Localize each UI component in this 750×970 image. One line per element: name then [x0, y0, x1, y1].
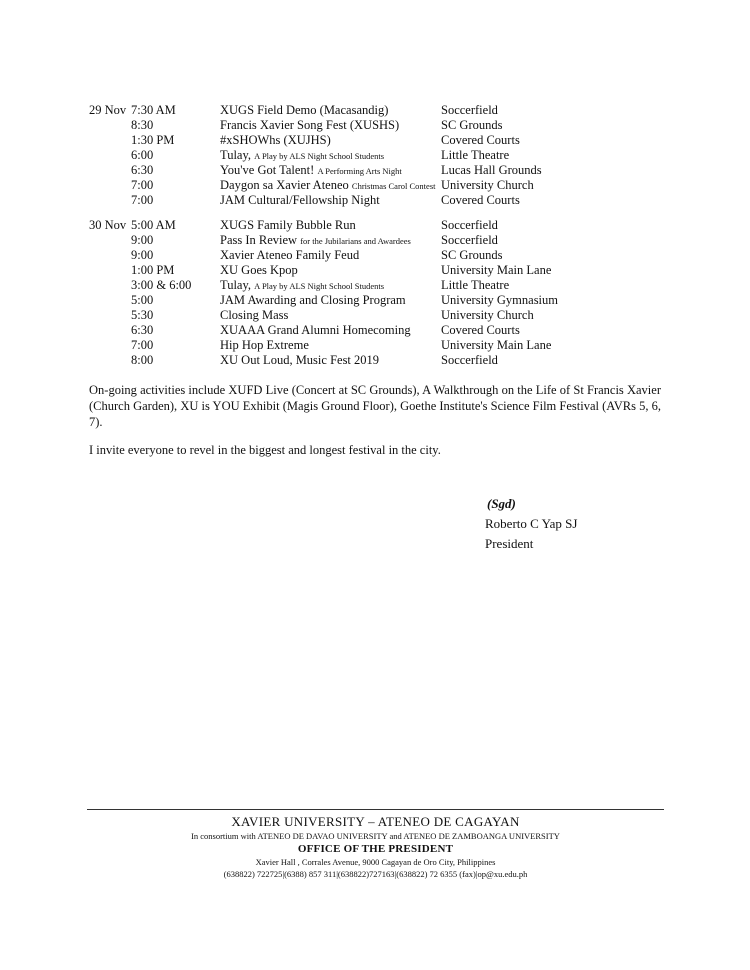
- event-time: 7:00: [131, 193, 154, 207]
- event-note: A Play by ALS Night School Students: [254, 281, 385, 291]
- schedule-row: [89, 233, 689, 248]
- schedule-row: [89, 163, 689, 178]
- event-title: [220, 233, 411, 249]
- ongoing-activities-paragraph: On-going activities include XUFD Live (Concert at SC Grounds), A Walkthrough on the Life of St Francis Xavier (Church Garden), XU is YOU Exhibit (Magis Ground Floor), Goethe Institute's Science Film Festival (AVRs 5, 6, 7).: [89, 383, 661, 429]
- event-title: [220, 293, 406, 308]
- event-title: [220, 263, 298, 278]
- event-time: 9:00: [131, 248, 154, 262]
- event-title: [220, 248, 359, 263]
- event-title: [220, 353, 379, 368]
- schedule-row: [89, 323, 689, 338]
- event-name: JAM Cultural/Fellowship Night: [220, 193, 380, 207]
- event-venue: Little Theatre: [441, 278, 510, 292]
- event-note: for the Jubilarians and Awardees: [300, 236, 411, 246]
- signature-block: [485, 494, 577, 554]
- footer-divider: [87, 809, 664, 810]
- event-venue: SC Grounds: [441, 118, 503, 132]
- event-name: XUGS Field Demo (Macasandig): [220, 103, 389, 117]
- event-name: Francis Xavier Song Fest (XUSHS): [220, 118, 400, 132]
- event-name: XUAAA Grand Alumni Homecoming: [220, 323, 411, 337]
- event-title: [220, 133, 331, 148]
- event-schedule: [89, 103, 689, 378]
- event-venue: Covered Courts: [441, 133, 520, 147]
- event-time: 7:00: [131, 178, 154, 192]
- event-name: XU Goes Kpop: [220, 263, 298, 277]
- event-venue: Soccerfield: [441, 103, 498, 117]
- event-title: [220, 323, 411, 338]
- event-venue: University Main Lane: [441, 338, 552, 352]
- schedule-row: [89, 218, 689, 233]
- event-time: 8:00: [131, 353, 154, 367]
- event-title: [220, 193, 380, 208]
- schedule-row: [89, 248, 689, 263]
- schedule-row: [89, 193, 689, 208]
- schedule-row: [89, 178, 689, 193]
- event-venue: Covered Courts: [441, 193, 520, 207]
- signed-mark: (Sgd): [487, 496, 516, 511]
- university-name: XAVIER UNIVERSITY – ATENEO DE CAGAYAN: [231, 814, 520, 829]
- schedule-date: 30 Nov: [89, 218, 127, 232]
- event-note: Christmas Carol Contest: [351, 181, 436, 191]
- event-title: [220, 338, 309, 353]
- signatory-title: President: [485, 536, 534, 551]
- event-time: 5:30: [131, 308, 154, 322]
- schedule-date: 29 Nov: [89, 103, 127, 117]
- event-venue: University Gymnasium: [441, 293, 559, 307]
- event-name: Daygon sa Xavier Ateneo: [220, 178, 349, 192]
- signatory-name: Roberto C Yap SJ: [485, 516, 578, 531]
- event-venue: Little Theatre: [441, 148, 510, 162]
- event-venue: University Church: [441, 178, 534, 192]
- event-name: Pass In Review: [220, 233, 298, 247]
- event-name: Tulay,: [220, 148, 252, 162]
- event-venue: Lucas Hall Grounds: [441, 163, 542, 177]
- event-name: Closing Mass: [220, 308, 289, 322]
- event-title: [220, 218, 356, 233]
- schedule-row: [89, 103, 689, 118]
- event-title: [220, 178, 436, 194]
- schedule-row: [89, 278, 689, 293]
- event-time: 6:30: [131, 163, 154, 177]
- event-time: 3:00 & 6:00: [131, 278, 192, 292]
- event-time: 7:30 AM: [131, 103, 176, 117]
- event-time: 9:00: [131, 233, 154, 247]
- schedule-day: [89, 218, 689, 368]
- event-name: Xavier Ateneo Family Feud: [220, 248, 360, 262]
- event-title: [220, 163, 402, 179]
- event-time: 1:00 PM: [131, 263, 175, 277]
- schedule-row: [89, 308, 689, 323]
- event-venue: Soccerfield: [441, 233, 498, 247]
- event-name: XUGS Family Bubble Run: [220, 218, 356, 232]
- event-venue: University Main Lane: [441, 263, 552, 277]
- event-title: [220, 278, 384, 294]
- schedule-row: [89, 133, 689, 148]
- event-time: 1:30 PM: [131, 133, 175, 147]
- event-time: 5:00 AM: [131, 218, 176, 232]
- event-title: [220, 118, 399, 133]
- event-title: [220, 308, 288, 323]
- event-venue: Covered Courts: [441, 323, 520, 337]
- schedule-row: [89, 293, 689, 308]
- event-name: Tulay,: [220, 278, 252, 292]
- event-venue: Soccerfield: [441, 218, 498, 232]
- schedule-day: [89, 103, 689, 208]
- event-time: 7:00: [131, 338, 154, 352]
- schedule-row: [89, 338, 689, 353]
- event-note: A Play by ALS Night School Students: [254, 151, 385, 161]
- event-time: 6:30: [131, 323, 154, 337]
- event-venue: Soccerfield: [441, 353, 498, 367]
- event-name: XU Out Loud, Music Fest 2019: [220, 353, 380, 367]
- event-title: [220, 103, 388, 118]
- event-name: Hip Hop Extreme: [220, 338, 309, 352]
- letterhead-footer: [87, 814, 664, 880]
- event-title: [220, 148, 384, 164]
- event-name: JAM Awarding and Closing Program: [220, 293, 406, 307]
- consortium-line: In consortium with ATENEO DE DAVAO UNIVERSITY and ATENEO DE ZAMBOANGA UNIVERSITY: [191, 831, 560, 841]
- event-time: 5:00: [131, 293, 154, 307]
- schedule-row: [89, 148, 689, 163]
- schedule-row: [89, 353, 689, 368]
- schedule-row: [89, 263, 689, 278]
- event-time: 8:30: [131, 118, 154, 132]
- event-venue: University Church: [441, 308, 534, 322]
- event-venue: SC Grounds: [441, 248, 503, 262]
- event-name: You've Got Talent!: [220, 163, 315, 177]
- office-contact: (638822) 722725|(6388) 857 311|(638822)727163|(638822) 72 6355 (fax)|op@xu.edu.ph: [223, 869, 528, 879]
- event-time: 6:00: [131, 148, 154, 162]
- invitation-paragraph: I invite everyone to revel in the biggest and longest festival in the city.: [89, 443, 441, 457]
- event-name: #xSHOWhs (XUJHS): [220, 133, 331, 147]
- office-name: OFFICE OF THE PRESIDENT: [297, 843, 454, 855]
- schedule-row: [89, 118, 689, 133]
- event-note: A Performing Arts Night: [317, 166, 402, 176]
- office-address: Xavier Hall , Corrales Avenue, 9000 Cagayan de Oro City, Philippines: [255, 857, 496, 867]
